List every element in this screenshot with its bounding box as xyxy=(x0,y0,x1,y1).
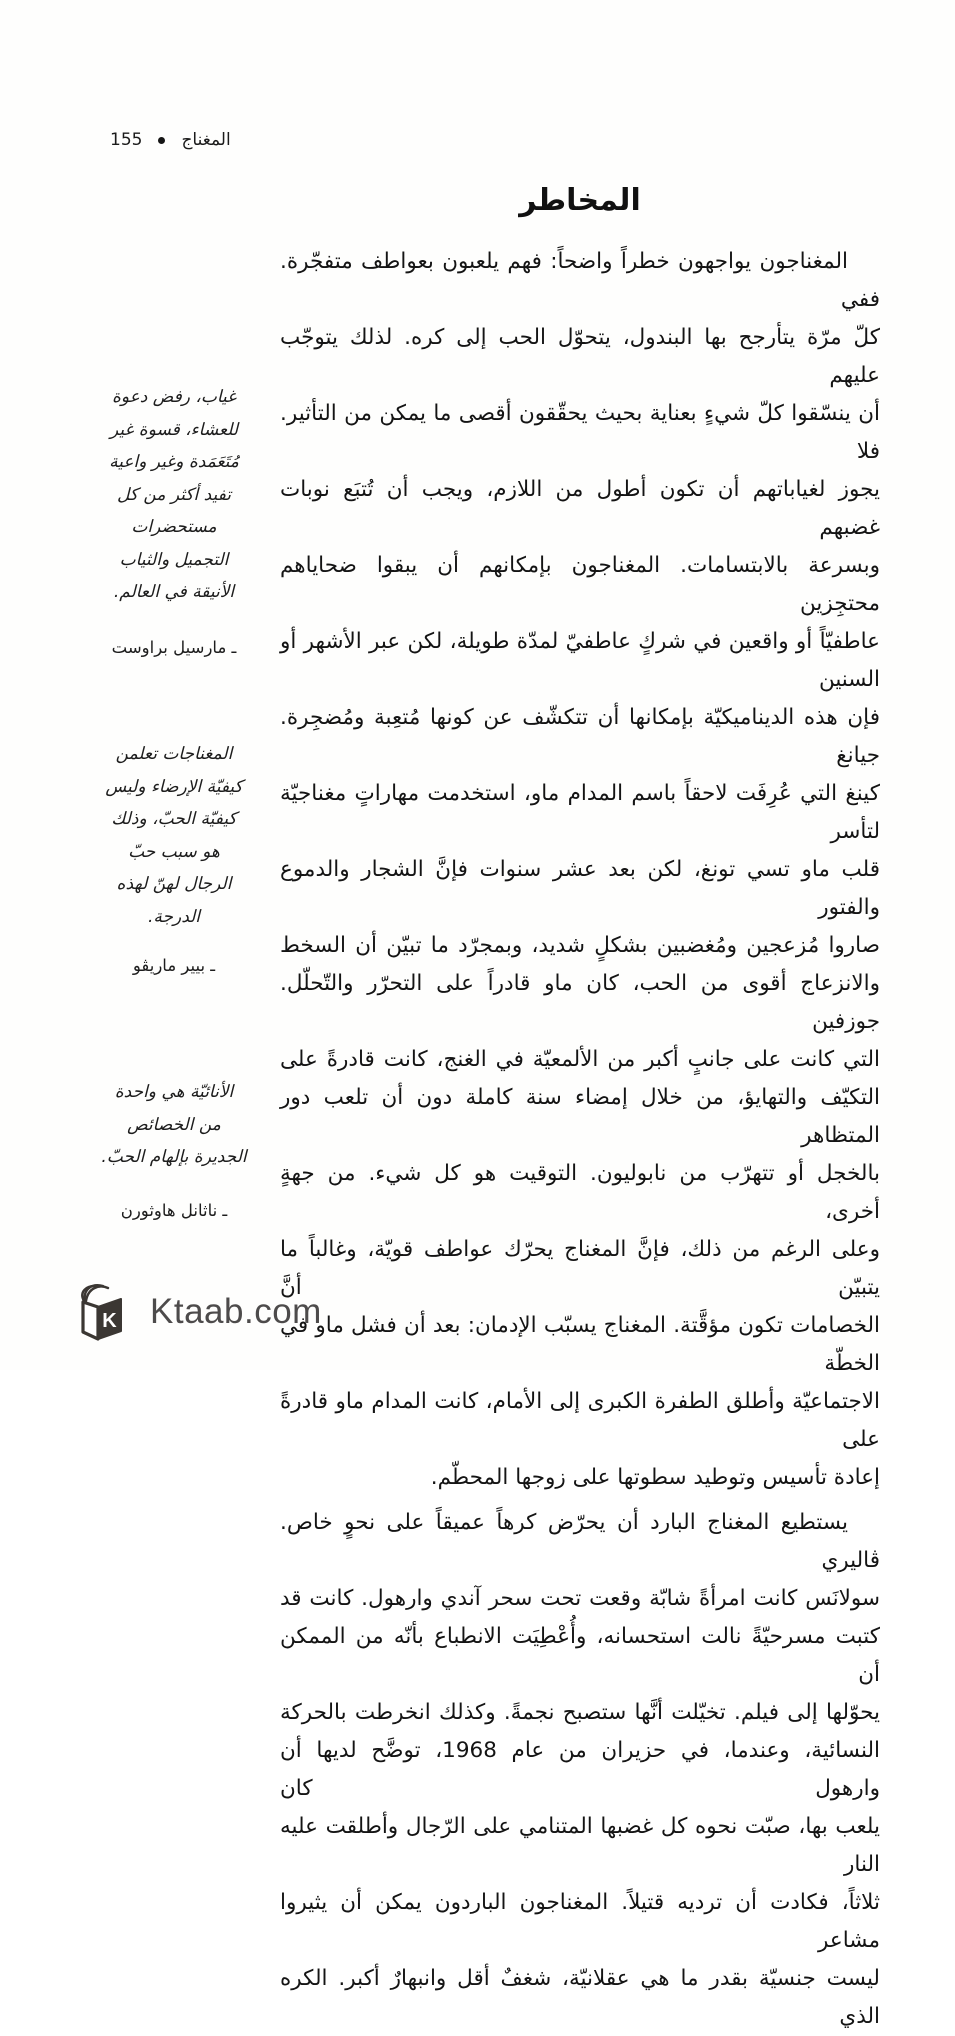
margin-note-line: المغناجات تعلمن xyxy=(115,744,233,764)
text-line: التكيّف والتهايؤ، من خلال إمضاء سنة كاملة دون أن تلعب دور المتظاهر xyxy=(280,1085,880,1148)
separator-dot-icon xyxy=(158,137,165,144)
margin-note-line: الدرجة. xyxy=(147,906,201,927)
text-line: والانزعاج أقوى من الحب، كان ماو قادراً على التحرّر والتّحلّل. جوزفين xyxy=(280,971,880,1034)
margin-note-line: كيفيّة الإرضاء وليس xyxy=(105,776,243,797)
margin-note-line: التجميل والثياب xyxy=(119,549,229,570)
text-line: يجوز لغياباتهم أن تكون أطول من اللازم، ويجب أن تُتبَع نوبات غضبهم xyxy=(280,477,880,540)
text-line: سولانَس كانت امرأةً شابّة وقعت تحت سحر آندي وارهول. كانت قد xyxy=(280,1586,880,1611)
text-line: ليست جنسيّة بقدر ما هي عقلانيّة، شغفٌ أقل وانبهارٌ أكبر. الكره الذي xyxy=(280,1966,880,2029)
text-line: النسائية، وعندما، في حزيران من عام 1968، توضَّح لديها أن وارهول كان xyxy=(280,1738,880,1801)
margin-note-line: غياب، رفض دعوة xyxy=(111,387,237,407)
text-line: كلّ مرّة يتأرجح بها البندول، يتحوّل الحب إلى كره. لذلك يتوجّب عليهم xyxy=(280,325,880,388)
margin-note-attribution-1: ـ مارسيل براوست xyxy=(111,638,237,657)
margin-note-2 xyxy=(80,738,268,933)
margin-note-line: الرجال لهنّ لهذه xyxy=(116,874,232,894)
margin-note-line: مُتَعَمَدة وغير واعية xyxy=(109,452,239,472)
margin-note-line: الأنائيّة هي واحدة xyxy=(114,1082,234,1102)
paragraph-1 xyxy=(280,243,880,1497)
page-header xyxy=(110,130,231,150)
paragraph-2 xyxy=(280,1504,880,2036)
text-line: المغناجون يواجهون خطراً واضحاً: فهم يلعبون بعواطف متفجّرة. ففي xyxy=(280,249,880,312)
margin-note-line: هو سبب حبّ xyxy=(128,841,220,862)
text-line: فإن هذه الديناميكيّة بإمكانها أن تتكشّف عن كونها مُتعِبة ومُضجِرة. جيانغ xyxy=(280,705,880,768)
text-line: عاطفيّاً أو واقعين في شركٍ عاطفيّ لمدّة طويلة، لكن عبر الأشهر أو السنين xyxy=(280,629,880,692)
text-line: صاروا مُزعجين ومُغضبين بشكلٍ شديد، وبمجرّد ما تبيّن أن السخط xyxy=(280,933,880,958)
margin-note-line: تفيد أكثر من كل xyxy=(117,484,231,505)
text-line: إعادة تأسيس وتوطيد سطوتها على زوجها المحطّم. xyxy=(430,1465,880,1490)
text-line: كتبت مسرحيّةً نالت استحسانه، وأُعْطِيَت الانطباع بأنّه من الممكن أن xyxy=(280,1624,880,1687)
margin-note-3 xyxy=(80,1076,268,1174)
margin-note-line: مستحضرات xyxy=(131,517,217,537)
logo-letter: K xyxy=(102,1310,117,1332)
text-line: وعلى الرغم من ذلك، فإنَّ المغناج يحرّك عواطف قويّة، وغالباً ما يتبيّن أنَّ xyxy=(280,1237,880,1300)
margin-note-attribution-2: ـ بيير ماريڤو xyxy=(132,956,216,975)
page-number: 155 xyxy=(110,130,143,150)
text-line: يحوّلها إلى فيلم. تخيّلت أنَّها ستصبح نجمةً. وكذلك انخرطت بالحركة xyxy=(280,1700,880,1725)
text-line: قلب ماو تسي تونغ، لكن بعد عشر سنوات فإنَّ الشجار والدموع والفتور xyxy=(280,857,880,920)
chapter-title: المخاطر xyxy=(519,183,641,218)
text-line: يستطيع المغناج البارد أن يحرّض كرهاً عميقاً على نحوٍ خاص. ڤاليري xyxy=(280,1510,880,1573)
main-text-column xyxy=(280,179,880,2036)
ktaab-brand-text: Ktaab.com xyxy=(150,1292,322,1331)
text-line: يلعب بها، صبّت نحوه كل غضبها المتنامي على الرّجال وأطلقت عليه النار xyxy=(280,1814,880,1877)
margin-note-line: من الخصائص xyxy=(127,1114,221,1135)
footer-brand xyxy=(70,1280,322,1344)
text-line: أن ينسّقوا كلّ شيءٍ بعناية بحيث يحقّقون أقصى ما يمكن من التأثير. فلا xyxy=(280,401,880,464)
margin-note-line: للعشاء، قسوة غير xyxy=(109,419,239,440)
text-line: وبسرعة بالابتسامات. المغناجون بإمكانهم أن يبقوا ضحاياهم محتجِزين xyxy=(280,553,880,616)
margin-note-1 xyxy=(80,381,268,609)
text-line: ثلاثاً، فكادت أن ترديه قتيلاً. المغناجون الباردون يمكن أن يثيروا مشاعر xyxy=(280,1890,880,1953)
margin-note-attribution-3: ـ ناثانل هاوثورن xyxy=(120,1201,228,1220)
text-line: التي كانت على جانبٍ أكبر من الألمعيّة في الغنج، كانت قادرةً على xyxy=(280,1047,880,1072)
text-line: بالخجل أو تتهرّب من نابوليون. التوقيت هو كل شيء. من جهةٍ أخرى، xyxy=(280,1161,880,1224)
book-title: المغناج xyxy=(181,130,231,150)
text-line: كينغ التي عُرِفَت لاحقاً باسم المدام ماو، استخدمت مهاراتٍ مغناجيّة لتأسر xyxy=(280,781,880,844)
margin-note-line: الجديرة بإلهام الحبّ. xyxy=(101,1147,247,1167)
text-line: الخصامات تكون مؤقَّتة. المغناج يسبّب الإدمان: بعد أن فشل ماو في الخطّة xyxy=(280,1313,880,1376)
open-book-icon xyxy=(70,1280,136,1344)
margin-note-line: كيفيّة الحبّ، وذلك xyxy=(111,809,237,829)
text-line: الاجتماعيّة وأطلق الطفرة الكبرى إلى الأمام، كانت المدام ماو قادرةً على xyxy=(280,1389,880,1452)
margin-note-line: الأنيقة في العالم. xyxy=(113,582,235,602)
